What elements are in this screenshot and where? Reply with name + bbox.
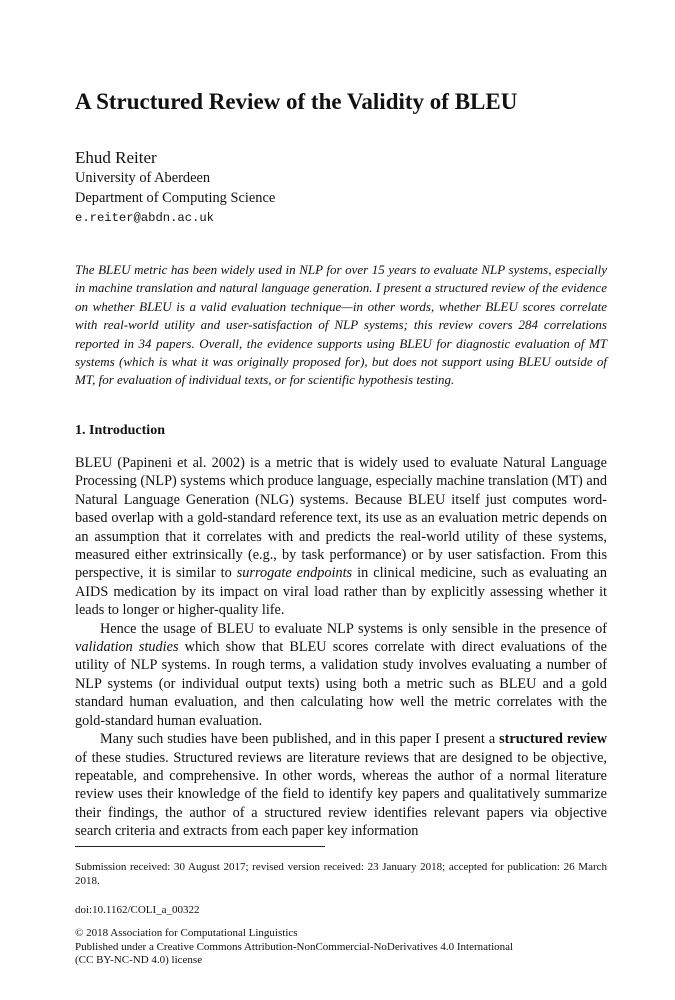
paper-title: A Structured Review of the Validity of BLEU [75, 89, 518, 114]
author-email: e.reiter@abdn.ac.uk [75, 211, 214, 225]
paragraph-2-text-b: which show that BLEU scores correlate with direct evaluations of the utility of NLP systems. In rough terms, a validation study involves evaluating a number of NLP systems (or individual output texts) using both a metric such as BLEU and a gold standard human evaluation, and then calculating how well the metric correlates with the gold-standard human evaluation. [75, 639, 607, 729]
footnote-submission: Submission received: 30 August 2017; revised version received: 23 January 2018; accepted for publication: 26 March 2018. [75, 861, 607, 887]
paragraph-3 [75, 730, 607, 840]
section-body [75, 454, 607, 841]
footnote-license-line-2: (CC BY-NC-ND 4.0) license [75, 954, 203, 966]
section-heading-introduction: 1. Introduction [75, 423, 165, 438]
paragraph-3-text-a: Many such studies have been published, and in this paper I present a [100, 731, 500, 748]
footnote-license-line-1: Published under a Creative Commons Attribution-NonCommercial-NoDerivatives 4.0 International [75, 940, 514, 953]
paragraph-2 [75, 620, 607, 730]
paragraph-2-text-a: Hence the usage of BLEU to evaluate NLP systems is only sensible in the presence of [100, 620, 607, 637]
paragraph-1 [75, 454, 607, 620]
author-block [75, 148, 475, 228]
paragraph-1-emphasis: surrogate endpoints [236, 565, 353, 582]
footnote-license [75, 927, 607, 968]
abstract-text: The BLEU metric has been widely used in NLP for over 15 years to evaluate NLP systems, especially in machine translation and natural language generation. I present a structured review of the evidence on whether BLEU is a valid evaluation technique—in other words, whether BLEU scores correlate with real-world utility and user-satisfaction of NLP systems; this review covers 284 correlations reported in 34 papers. Overall, the evidence supports using BLEU for diagnostic evaluation of MT systems (which is what it was originally proposed for), but does not support using BLEU outside of MT, for evaluation of individual texts, or for scientific hypothesis testing. [75, 262, 607, 388]
paragraph-1-text-b: in clinical medicine, such as evaluating an AIDS medication by its impact on viral load rather than by explicitly assessing whether it leads to longer or higher-quality life. [75, 565, 608, 619]
paragraph-3-text-b: of these studies. Structured reviews are literature reviews that are designed to be objective, repeatable, and comprehensive. In other words, whereas the author of a normal literature review uses their knowledge of the field to identify key papers and qualitatively summarize their findings, the author of a structured review identifies relevant papers via objective search criteria and extracts from each paper key information [75, 749, 607, 840]
abstract [75, 261, 607, 390]
author-name: Ehud Reiter [75, 148, 157, 167]
footnote-doi: doi:10.1162/COLI_a_00322 [75, 904, 200, 916]
footnote-divider [75, 846, 325, 847]
paragraph-3-strong: structured review [499, 731, 607, 748]
paragraph-2-emphasis: validation studies [75, 639, 179, 656]
author-affiliation-university: University of Aberdeen [75, 170, 211, 186]
author-affiliation-department: Department of Computing Science [75, 190, 276, 206]
paragraph-1-text-a: BLEU (Papineni et al. 2002) is a metric that is widely used to evaluate Natural Language Processing (NLP) systems which produce language, especially machine translation (MT) and Natural Language Generation (NLG) systems. Because BLEU itself just computes word-based overlap with a gold-standard reference text, its use as an evaluation metric depends on an assumption that it correlates with and predicts the real-world utility of these systems, measured either extrinsically (e.g., by task performance) or by user satisfaction. From this perspective, it is similar to [75, 455, 607, 582]
footnote-copyright: © 2018 Association for Computational Linguistics [75, 927, 298, 939]
